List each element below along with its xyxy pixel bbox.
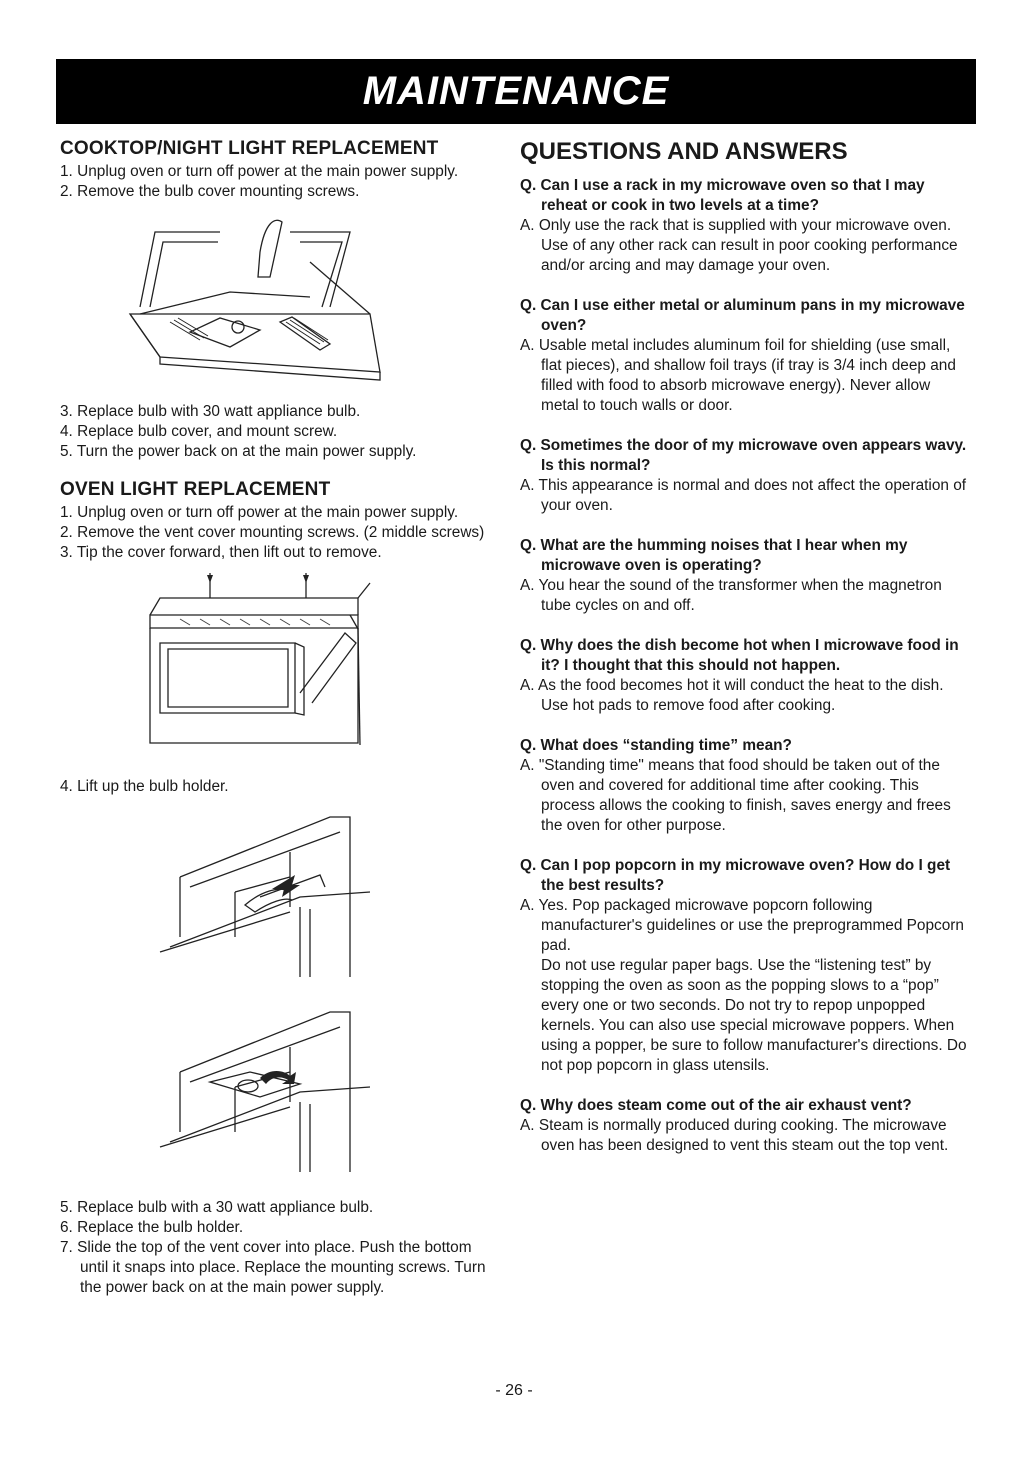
cooktop-heading: COOKTOP/NIGHT LIGHT REPLACEMENT <box>60 138 439 159</box>
qa-item <box>520 1096 970 1156</box>
page-number: - 26 - <box>495 1382 533 1399</box>
answer: A. Yes. Pop packaged microwave popcorn following manufacturer's guidelines or use the preprogrammed Popcorn pad. <box>520 897 964 954</box>
question: Q. Can I use either metal or aluminum pans in my microwave oven? <box>520 297 965 334</box>
question: Q. Sometimes the door of my microwave oven appears wavy. Is this normal? <box>520 437 967 474</box>
step-item: 1. Unplug oven or turn off power at the main power supply. <box>60 504 459 521</box>
left-column <box>60 138 500 1298</box>
bulb-holder-illustration-1 <box>60 797 500 992</box>
bulb-holder-illustration-2 <box>60 992 500 1192</box>
right-column <box>520 138 970 1176</box>
oven-steps-3 <box>60 1198 500 1298</box>
oven-light-heading: OVEN LIGHT REPLACEMENT <box>60 479 331 500</box>
qa-item <box>520 176 970 276</box>
qa-item <box>520 296 970 416</box>
step-item: 3. Tip the cover forward, then lift out to remove. <box>60 544 382 561</box>
answer: A. "Standing time" means that food should be taken out of the oven and covered for additional time after cooking. This process allows the cooking to finish, saves energy and frees the oven for other purpose. <box>520 757 951 834</box>
page-title: MAINTENANCE <box>362 69 670 113</box>
step-item: 7. Slide the top of the vent cover into place. Push the bottom until it snaps into place. Replace the mounting screws. Turn the power back on at the main power supply. <box>60 1239 486 1296</box>
question: Q. Can I use a rack in my microwave oven so that I may reheat or cook in two levels at a time? <box>520 177 925 214</box>
oven-steps-1 <box>60 503 500 563</box>
step-item: 4. Lift up the bulb holder. <box>60 778 229 795</box>
qa-item <box>520 636 970 716</box>
oven-step-4 <box>60 777 500 797</box>
question: Q. Why does the dish become hot when I microwave food in it? I thought that this should not happen. <box>520 637 959 674</box>
step-item: 6. Replace the bulb holder. <box>60 1219 244 1236</box>
qa-item <box>520 536 970 616</box>
qa-item <box>520 736 970 836</box>
question: Q. What are the humming noises that I hear when my microwave oven is operating? <box>520 537 908 574</box>
answer: A. This appearance is normal and does not affect the operation of your oven. <box>520 477 967 514</box>
step-item: 2. Remove the bulb cover mounting screws. <box>60 183 360 200</box>
step-item: 2. Remove the vent cover mounting screws. (2 middle screws) <box>60 524 485 541</box>
question: Q. What does “standing time” mean? <box>520 737 792 754</box>
qa-item <box>520 856 970 1076</box>
answer: A. You hear the sound of the transformer when the magnetron tube cycles on and off. <box>520 577 942 614</box>
qa-item <box>520 436 970 516</box>
cooktop-light-illustration <box>60 202 500 402</box>
step-item: 5. Replace bulb with a 30 watt appliance bulb. <box>60 1199 374 1216</box>
vent-cover-illustration <box>60 563 500 763</box>
step-item: 3. Replace bulb with 30 watt appliance bulb. <box>60 403 361 420</box>
cooktop-steps-1 <box>60 162 500 202</box>
step-item: 5. Turn the power back on at the main power supply. <box>60 443 417 460</box>
qa-heading: QUESTIONS AND ANSWERS <box>520 138 848 165</box>
answer-continued: Do not use regular paper bags. Use the “listening test” by stopping the oven as soon as the popping slows to a “pop” every one or two seconds. Do not try to repop unpopped kernels. You can also use special microwave poppers. When using a popper, be sure to follow manufacturer's directions. Do not pop popcorn in glass utensils. <box>541 957 967 1074</box>
answer: A. Usable metal includes aluminum foil for shielding (use small, flat pieces), and shallow foil trays (if tray is 3/4 inch deep and filled with food to absorb microwave energy). Never allow metal to touch walls or door. <box>520 337 956 414</box>
answer: A. As the food becomes hot it will conduct the heat to the dish. Use hot pads to remove food after cooking. <box>520 677 944 714</box>
step-item: 1. Unplug oven or turn off power at the main power supply. <box>60 163 459 180</box>
question: Q. Why does steam come out of the air exhaust vent? <box>520 1097 912 1114</box>
cooktop-steps-2 <box>60 402 500 462</box>
answer: A. Only use the rack that is supplied with your microwave oven. Use of any other rack can result in poor cooking performance and/or arcing and may damage your oven. <box>520 217 958 274</box>
step-item: 4. Replace bulb cover, and mount screw. <box>60 423 338 440</box>
question: Q. Can I pop popcorn in my microwave oven? How do I get the best results? <box>520 857 951 894</box>
page-banner <box>56 59 976 124</box>
answer: A. Steam is normally produced during cooking. The microwave oven has been designed to vent this steam out the top vent. <box>520 1117 949 1154</box>
